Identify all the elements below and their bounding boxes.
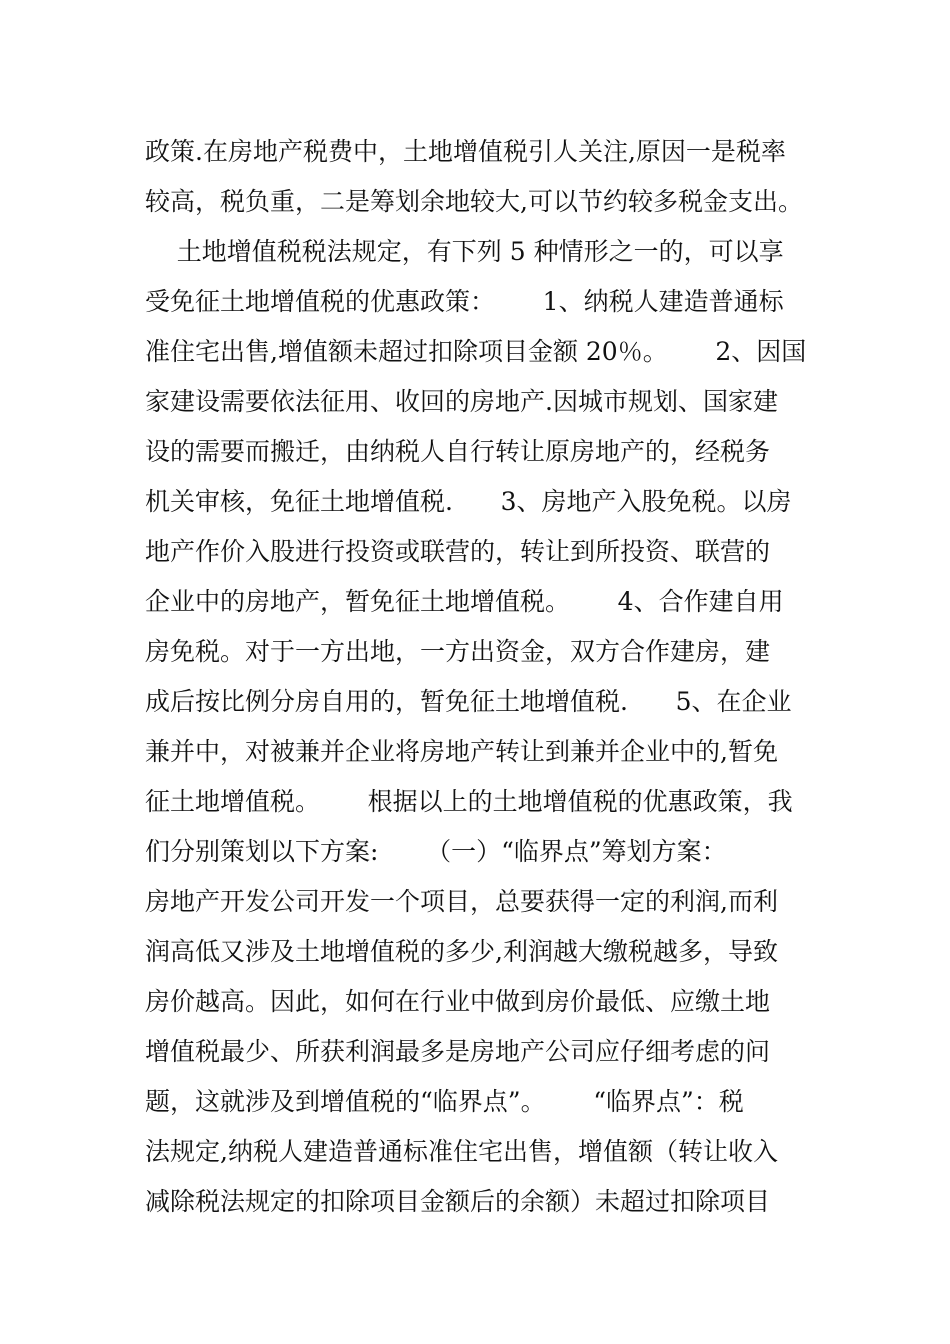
- text-line: 减除税法规定的扣除项目金额后的余额）未超过扣除项目: [145, 1187, 771, 1216]
- text-line: 政策.在房地产税费中，土地增值税引人关注,原因一是税率: [145, 137, 786, 166]
- text-line: 法规定,纳税人建造普通标准住宅出售，增值额（转让收入: [145, 1137, 778, 1166]
- text-line: 房免税。对于一方出地，一方出资金，双方合作建房，建: [145, 637, 771, 666]
- text-line: 增值税最少、所获利润最多是房地产公司应仔细考虑的问: [145, 1037, 771, 1066]
- text-line: 房价越高。因此，如何在行业中做到房价最低、应缴土地: [145, 987, 771, 1016]
- text-line: 企业中的房地产，暂免征土地增值税。 4、合作建自用: [145, 587, 784, 616]
- text-line: 设的需要而搬迁，由纳税人自行转让原房地产的，经税务: [145, 437, 771, 466]
- body-text: [145, 127, 825, 1227]
- text-line: 准住宅出售,增值额未超过扣除项目金额 20％。 2、因国: [145, 337, 807, 366]
- text-line: 较高，税负重，二是筹划余地较大,可以节约较多税金支出。: [145, 187, 803, 216]
- text-line: 题，这就涉及到增值税的“临界点”。 “临界点”：税: [145, 1087, 744, 1116]
- text-line: 受免征土地增值税的优惠政策： 1、纳税人建造普通标: [145, 287, 784, 316]
- text-line: 家建设需要依法征用、收回的房地产.因城市规划、国家建: [145, 387, 778, 416]
- text-line: 成后按比例分房自用的，暂免征土地增值税. 5、在企业: [145, 687, 792, 716]
- text-line: 征土地增值税。 根据以上的土地增值税的优惠政策，我: [145, 787, 793, 816]
- text-line: 润高低又涉及土地增值税的多少,利润越大缴税越多，导致: [145, 937, 778, 966]
- text-line: 兼并中，对被兼并企业将房地产转让到兼并企业中的,暂免: [145, 737, 778, 766]
- text-line: 土地增值税税法规定，有下列 5 种情形之一的，可以享: [145, 237, 784, 266]
- text-line: 房地产开发公司开发一个项目，总要获得一定的利润,而利: [145, 887, 778, 916]
- text-line: 机关审核，免征土地增值税. 3、房地产入股免税。以房: [145, 487, 792, 516]
- text-line: 们分别策划以下方案: （一）“临界点”筹划方案：: [145, 837, 727, 866]
- text-line: 地产作价入股进行投资或联营的，转让到所投资、联营的: [145, 537, 771, 566]
